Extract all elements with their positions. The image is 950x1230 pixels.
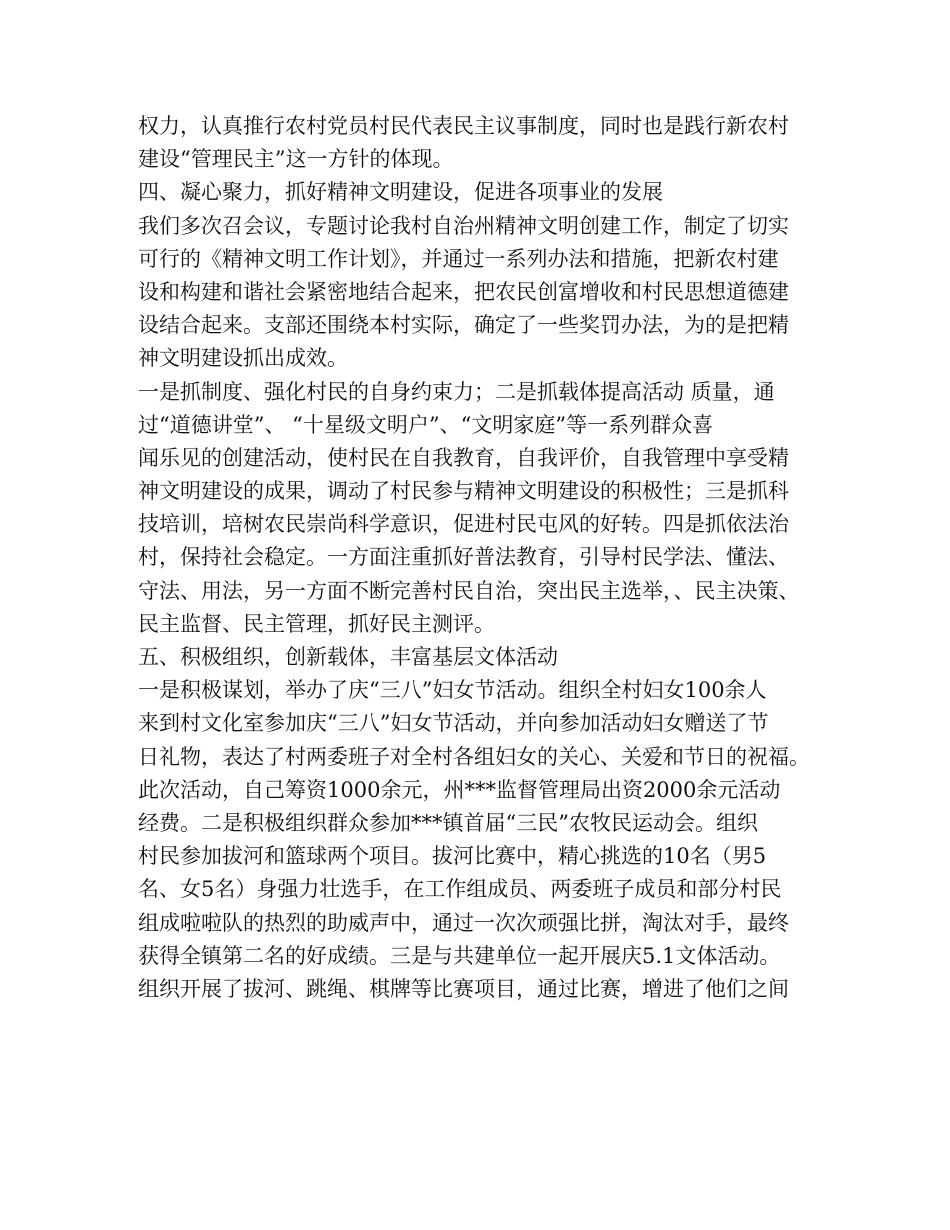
text-line: 日礼物，表达了村两委班子对全村各组妇女的关心、关爱和节日的祝福。: [138, 744, 810, 769]
text-line: 村，保持社会稳定。一方面注重抓好普法教育，引导村民学法、懂法、: [138, 545, 789, 570]
text-line: 可行的《精神文明工作计划》，并通过一系列办法和措施，把新农村建: [138, 246, 779, 271]
text-line: 此次活动，自己筹资1000余元，州***监督管理局出资2000余元活动: [138, 777, 781, 802]
text-line: 组成啦啦队的热烈的助威声中，通过一次次顽强比拼，淘汰对手，最终: [138, 910, 789, 935]
text-line: 名、女5名）身强力壮选手，在工作组成员、两委班子成员和部分村民: [138, 877, 782, 902]
text-line: 民主监督、民主管理，抓好民主测评。: [138, 611, 495, 636]
text-line: 建设“管理民主”这一方针的体现。: [138, 147, 454, 172]
section-heading-5: 五、积极组织，创新载体，丰富基层文体活动: [138, 645, 558, 669]
text-line: 神文明建设的成果，调动了村民参与精神文明建设的积极性；三是抓科: [138, 479, 789, 504]
text-line: 我们多次召会议，专题讨论我村自治州精神文明创建工作，制定了切实: [138, 213, 789, 238]
text-line: 一是积极谋划，举办了庆“三八”妇女节活动。组织全村妇女100余人: [138, 678, 767, 703]
text-line: 来到村文化室参加庆“三八”妇女节活动，并向参加活动妇女赠送了节: [138, 711, 769, 736]
text-line: 权力，认真推行农村党员村民代表民主议事制度，同时也是践行新农村: [138, 114, 789, 138]
text-line: 闻乐见的创建活动，使村民在自我教育，自我评价，自我管理中享受精: [138, 445, 789, 470]
text-line: 组织开展了拔河、跳绳、棋牌等比赛项目，通过比赛，增进了他们之间: [138, 976, 789, 1001]
section-heading-4: 四、凝心聚力，抓好精神文明建设，促进各项事业的发展: [138, 180, 663, 205]
text-line: 获得全镇第二名的好成绩。三是与共建单位一起开展庆5.1文体活动。: [138, 943, 781, 968]
body-text: [138, 110, 838, 1006]
text-line: 守法、用法，另一方面不断完善村民自治，突出民主选举，、民主决策、: [138, 578, 800, 603]
text-line: 一是抓制度、强化村民的自身约束力；二是抓载体提高活动 质量，通: [138, 379, 775, 404]
text-line: 设和构建和谐社会紧密地结合起来，把农民创富增收和村民思想道德建: [138, 279, 789, 304]
text-line: 设结合起来。支部还围绕本村实际，确定了一些奖罚办法，为的是把精: [138, 313, 789, 338]
text-line: 技培训，培树农民崇尚科学意识，促进村民屯风的好转。四是抓依法治: [138, 512, 789, 537]
text-line: 经费。二是积极组织群众参加***镇首届“三民”农牧民运动会。组织: [138, 810, 758, 835]
text-line: 神文明建设抓出成效。: [138, 346, 348, 371]
text-line: 村民参加拔河和篮球两个项目。拔河比赛中，精心挑选的10名（男5: [138, 844, 767, 869]
text-line: 过“道德讲堂”、 “十星级文明户”、“文明家庭”等一系列群众喜: [138, 412, 714, 437]
